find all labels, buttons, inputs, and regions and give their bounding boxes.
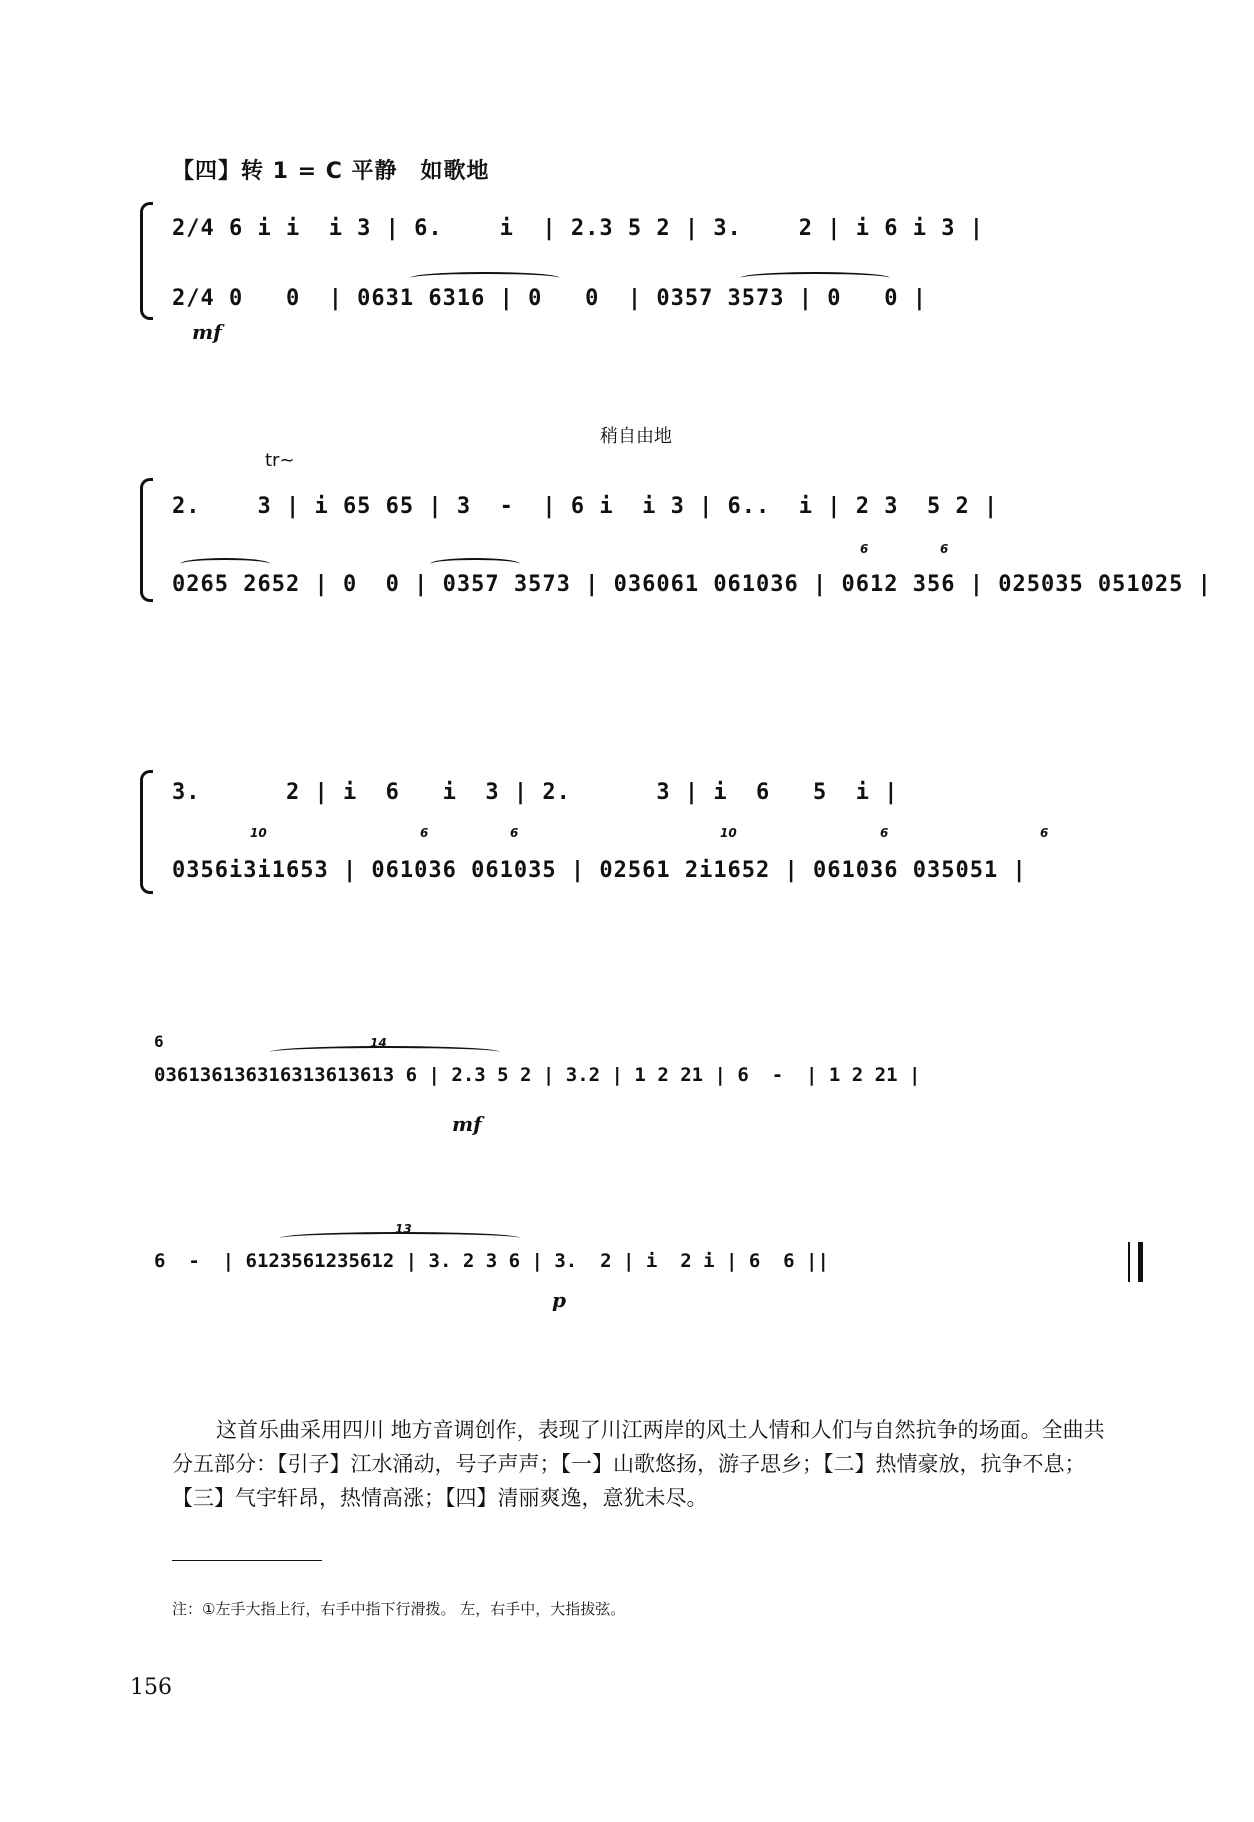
tuplet-number: 10 [720, 826, 737, 840]
lower-staff [160, 826, 1125, 890]
system-brace [140, 202, 153, 320]
lower-staff [160, 542, 1212, 604]
section-heading: 【四】转 1 = C 平静 如歌地 [172, 159, 490, 184]
melody-staff [154, 1222, 1125, 1282]
lower-staff-notes: 0356i3i1653 | 061036 061035 | 02561 2i1652 | 061036 035051 | [172, 858, 1027, 883]
score-system-2 [140, 426, 1212, 638]
upper-staff [160, 214, 1125, 248]
tuplet-number: 6 [860, 542, 869, 556]
slur [410, 272, 560, 284]
dynamic-mark: mf [452, 1112, 482, 1136]
score-system-5 [140, 1200, 1125, 1320]
tuplet-number: 6 [1040, 826, 1049, 840]
lower-staff [160, 284, 1125, 318]
slur [740, 272, 890, 284]
tuplet-number: 6 [420, 826, 429, 840]
tuplet-number: 13 [395, 1222, 412, 1236]
slur [180, 558, 270, 570]
upper-staff-notes: 6 [154, 1032, 165, 1051]
melody-staff-notes: 036136136316313613613 6 | 2.3 5 2 | 3.2 | 1 2 21 | 6 - | 1 2 21 | [154, 1064, 921, 1086]
upper-staff [160, 778, 1125, 812]
melody-staff-notes: 6 - | 6123561235612 | 3. 2 3 6 | 3. 2 | i 2 i | 6 6 || [154, 1250, 829, 1272]
upper-staff-notes: 2/4 6 i i i 3 | 6. i | 2.3 5 2 | 3. 2 | i 6 i 3 | [172, 216, 984, 241]
page-number: 156 [130, 1675, 172, 1700]
upper-staff-notes: 2. 3 | i 65 65 | 3 - | 6 i i 3 | 6.. i | 2 3 5 2 | [172, 494, 999, 519]
system-brace [140, 770, 153, 894]
lower-staff-notes: 2/4 0 0 | 0631 6316 | 0 0 | 0357 3573 | 0 0 | [172, 286, 927, 311]
dynamic-mark: p [552, 1288, 566, 1312]
slur [430, 558, 520, 570]
tuplet-number: 6 [940, 542, 949, 556]
tempo-mark: 稍自由地 [600, 426, 672, 447]
tuplet-number: 10 [250, 826, 267, 840]
footnote: 注：①左手大指上行，右手中指下行滑拨。 左，右手中，大指拔弦。 [172, 1600, 626, 1618]
tuplet-number: 6 [880, 826, 889, 840]
piece-description: 这首乐曲采用四川 地方音调创作，表现了川江两岸的风土人情和人们与自然抗争的场面。全曲共分五部分：【引子】江水涌动，号子声声；【一】山歌悠扬，游子思乡；【二】热情豪放，抗争不息；【三】气宇轩昂，热情高涨；【四】清丽爽逸，意犹未尽。 [172, 1418, 1105, 1510]
footnote-rule [172, 1560, 322, 1561]
slur [280, 1232, 520, 1244]
slur [270, 1046, 500, 1058]
tuplet-number: 6 [510, 826, 519, 840]
upper-staff [160, 492, 1125, 526]
lower-staff-notes: 0265 2652 | 0 0 | 0357 3573 | 036061 061036 | 0612 356 | 025035 051025 | [172, 572, 1212, 597]
trill-mark: tr~ [265, 450, 295, 471]
system-brace [140, 478, 153, 602]
dynamic-mark: mf [192, 320, 222, 344]
score-system-3 [140, 770, 1125, 930]
tuplet-number: 14 [370, 1036, 387, 1050]
score-system-1 [140, 188, 1125, 344]
upper-staff-notes: 3. 2 | i 6 i 3 | 2. 3 | i 6 5 i | [172, 780, 899, 805]
score-system-4 [140, 1030, 1125, 1150]
final-barline [1128, 1242, 1143, 1282]
melody-staff [154, 1036, 1125, 1096]
